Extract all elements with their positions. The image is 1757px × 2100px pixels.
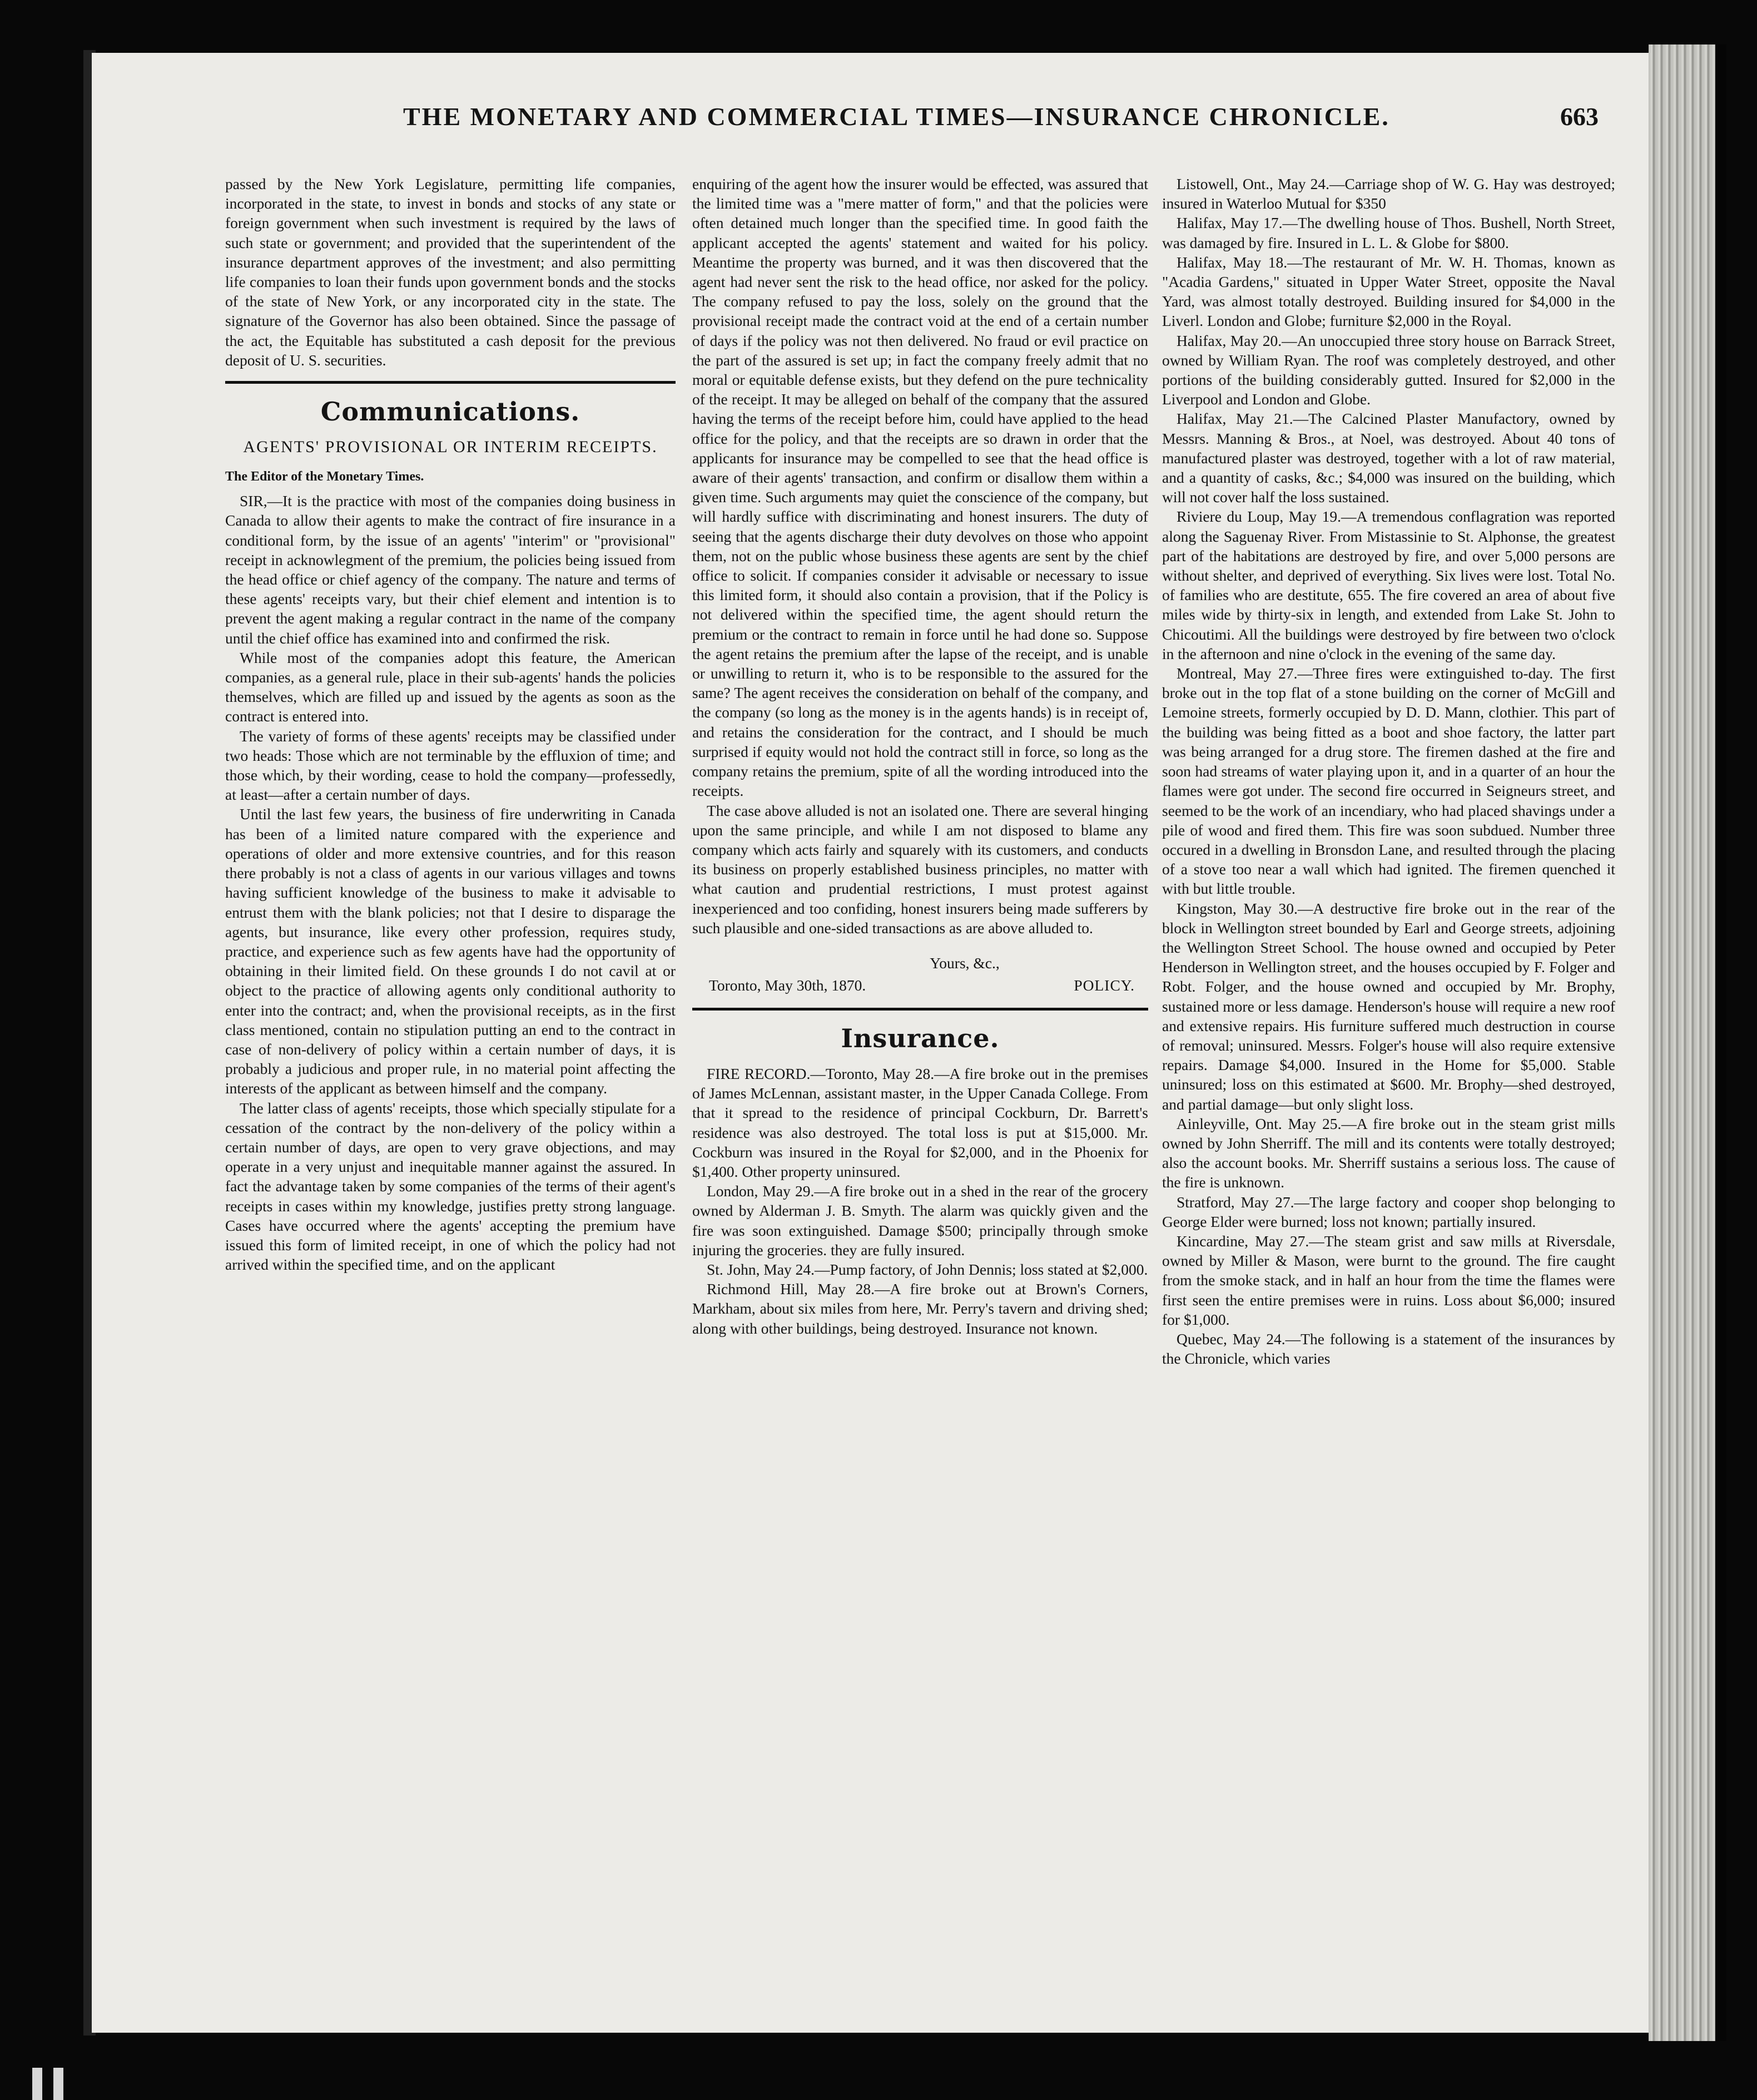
column-2 [692, 174, 1148, 1338]
column-1 [225, 174, 676, 1274]
paragraph: passed by the New York Legislature, permitting life companies, incorporated in the state, to invest in bonds and stocks of any state or foreign government when such investment is required by the laws of such state or government; and provided that the superintendent of the insurance department approves of the investment; and also permitting life companies to loan their funds upon government bonds and the stocks of the state of New York, or any incorporated city in the state. The signature of the Governor has also been obtained. Since the passage of the act, the Equitable has substituted a cash deposit for the previous deposit of U. S. securities. [225, 175, 676, 369]
section-divider [692, 1008, 1148, 1011]
paragraph: The variety of forms of these agents' receipts may be classified under two heads: Those which are not terminable by the effluxion of time; and those which, by their wording, cease to hold the company—professedly, at least—after a certain number of days. [225, 727, 676, 804]
paragraph: Listowell, Ont., May 24.—Carriage shop of W. G. Hay was destroyed; insured in Waterloo Mutual for $350 [1162, 175, 1615, 212]
paragraph: Quebec, May 24.—The following is a statement of the insurances by the Chronicle, which varies [1162, 1330, 1615, 1368]
paragraph: Halifax, May 18.—The restaurant of Mr. W. H. Thomas, known as "Acadia Gardens," situated in Upper Water Street, opposite the Naval Yard, was almost totally destroyed. Building insured for $4,000 in the Liverl. London and Globe; furniture $2,000 in the Royal. [1162, 253, 1615, 330]
paragraph: SIR,—It is the practice with most of the companies doing business in Canada to allow their agents to make the contract of fire insurance in a conditional form, by the issue of an agents' "interim" or "provisional" receipt in acknowlegment of the premium, the policies being issued from the head office or chief agency of the company. The nature and terms of these agents' receipts vary, but their chief element and intention is to prevent the agent making a regular contract in the name of the company until the chief office has examined into and confirmed the risk. [225, 492, 676, 647]
paragraph: Ainleyville, Ont. May 25.—A fire broke out in the steam grist mills owned by John Sherriff. The mill and its contents were totally destroyed; also the account books. Mr. Sherriff sustains a serious loss. The cause of the fire is unknown. [1162, 1115, 1615, 1191]
article-title: AGENTS' PROVISIONAL OR INTERIM RECEIPTS. [243, 438, 658, 457]
masthead-title: THE MONETARY AND COMMERCIAL TIMES—INSURANCE CHRONICLE. [403, 102, 1390, 131]
paragraph: Richmond Hill, May 28.—A fire broke out at Brown's Corners, Markham, about six miles from here, Mr. Perry's tavern and driving shed; along with other buildings, being destroyed. Insurance not known. [692, 1280, 1148, 1337]
page-number: 663 [1560, 102, 1599, 131]
signature: POLICY. [1074, 976, 1135, 994]
film-mark [32, 2068, 42, 2100]
paragraph: London, May 29.—A fire broke out in a shed in the rear of the grocery owned by Alderman J. B. Smyth. The alarm was quickly given and the fire was soon extinguished. Damage $500; principally through smoke injuring the groceries. they are fully insured. [692, 1182, 1148, 1259]
column-3 [1162, 174, 1615, 1368]
section-title-communications: Communications. [320, 397, 580, 427]
paragraph: Halifax, May 17.—The dwelling house of Thos. Bushell, North Street, was damaged by fire. Insured in L. L. & Globe for $800. [1162, 214, 1615, 251]
letter-signoff [692, 952, 1148, 997]
page-edges [1649, 44, 1726, 2041]
paragraph: Kingston, May 30.—A destructive fire broke out in the rear of the block in Wellington street bounded by Earl and George streets, adjoining the Wellington Street School. The house owned and occupied by Peter Henderson in Wellington street, and the houses occupied by F. Folger and Robt. Folger, and the house owned and occupied by Mr. Brophy, sustained more or less damage. Henderson's house will require a new roof and extensive repairs. His furniture suffered much destruction in course of removal; uninsured. Messrs. Folger's house will also require extensive repairs. Damage $4,000. Insured in the Home for $5,000. Stable uninsured; loss on this estimated at $600. Mr. Brophy—shed destroyed, and partial damage—but only slight loss. [1162, 899, 1615, 1113]
paragraph: St. John, May 24.—Pump factory, of John Dennis; loss stated at $2,000. [707, 1260, 1148, 1278]
paragraph: Montreal, May 27.—Three fires were extinguished to-day. The first broke out in the top flat of a stone building on the corner of McGill and Lemoine streets, formerly occupied by D. D. Mann, clothier. This part of the building was being fitted as a boot and shoe factory, the latter part was being arranged for a drug store. The firemen dashed at the fire and soon had streams of water playing upon it, and in a quarter of an hour the flames were got under. The second fire occurred in Seigneurs street, and seemed to be the work of an incendiary, who had placed shavings under a pile of wood and fired them. This fire was soon subdued. Number three occured in a dwelling in Bronsdon Lane, and resulted through the placing of a stove too near a wall which had ignited. The firemen quenched it with but little trouble. [1162, 665, 1615, 898]
section-title-insurance: Insurance. [841, 1023, 1000, 1053]
paragraph: While most of the companies adopt this feature, the American companies, as a general rule, place in their sub-agents' hands the policies themselves, which are filled up and issued by the agents as soon as the contract is entered into. [225, 648, 676, 725]
paragraph: enquiring of the agent how the insurer would be effected, was assured that the limited time was a "mere matter of form," and that the policies were often detained much longer than the specified time. In good faith the applicant accepted the agents' statement and waited for his policy. Meantime the property was burned, and it was then discovered that the agent had never sent the risk to the head office, nor asked for the policy. The company refused to pay the loss, solely on the ground that the provisional receipt made the contract void at the end of a certain number of days if the policy was not then delivered. No fraud or evil practice on the part of the assured is set up; in fact the company freely admit that no moral or equitable defense exists, but they defend on the pure technicality of the receipt. It may be alleged on behalf of the company that the assured having the terms of the receipt before him, could have applied to the head office for the policy, and that the receipts are so drawn in order that the applicants for insurance may be compelled to see that the head office is aware of their agents' transaction, and confirm or disallow them within a given time. Such arguments may quiet the conscience of the company, but will hardly suffice with discriminating and honest insurers. The duty of seeing that the agents discharge their duty devolves on those who appoint them, not on the public whose business these agents are sent by the chief office to solicit. If companies consider it advisable or necessary to issue this limited form, it should also contain a provision, that if the Policy is not delivered within the specified time, the agent should return the premium or the contract to remain in force until he had done so. Suppose the agent retains the premium after the lapse of the receipt, and is unable or unwilling to return it, who is to be responsible to the assured for the same? The agent receives the consideration on behalf of the company, and the company (so long as the money is in the agents hands) is in receipt of, and retains the consideration for the contract, and I should be much surprised if equity would not hold the contract still in force, so long as the company retains the premium, spite of all the wording introduced into the receipts. [692, 175, 1148, 800]
paragraph: Until the last few years, the business of fire underwriting in Canada has been of a limited nature compared with the experience and operations of older and more extensive countries, and for this reason there probably is not a class of agents in our various villages and towns having sufficient knowledge of the business to make it advisable to entrust them with the blank policies; not that I desire to disparage the agents, but insurance, like every other profession, requires study, practice, and experience such as few agents have had the opportunity of obtaining in their limited field. On these grounds I do not cavil at or object to the practice of allowing agents only conditional authority to enter into the contract; and, when the provisional receipts, as in the first class mentioned, contain no stipulation putting an end to the contract in case of non-delivery of policy within a certain number of days, it is probably a judicious and proper rule, in no material point affecting the interests of the applicant as between himself and the company. [225, 805, 676, 1097]
newspaper-page [92, 53, 1649, 2033]
film-mark [53, 2068, 63, 2100]
paragraph: The latter class of agents' receipts, those which specially stipulate for a cessation of the contract by the non-delivery of the policy within a certain number of days, are open to very grave objections, and may operate in a very unjust and inequitable manner against the assured. In fact the advantage taken by some companies of the terms of their agent's receipts in cases within my knowledge, justifies pretty strong language. Cases have occurred where the agents' accepting the premium have issued this form of limited receipt, in one of which the policy had not arrived within the specified time, and on the applicant [225, 1099, 676, 1274]
paragraph: FIRE RECORD.—Toronto, May 28.—A fire broke out in the premises of James McLennan, assistant master, in the Upper Canada College. From that it spread to the residence of principal Cockburn, Dr. Barrett's residence was also destroyed. The total loss is put at $15,000. Mr. Cockburn was insured in the Royal for $2,000, and in the Phoenix for $1,400. Other property uninsured. [692, 1064, 1148, 1180]
masthead [92, 102, 1649, 152]
closing: Yours, &c., [930, 954, 1000, 972]
paragraph: The case above alluded is not an isolated one. There are several hinging upon the same principle, and while I am not disposed to blame any company which acts fairly and squarely with its customers, and conducts its business on properly established business principles, no matter with what caution and prudential restrictions, I must protest against inexperienced and too confiding, honest insurers being made sufferers by such plausible and one-sided transactions as are above alluded to. [692, 801, 1148, 937]
paragraph: Kincardine, May 27.—The steam grist and saw mills at Riversdale, owned by Miller & Mason, were burnt to the ground. The fire caught from the smoke stack, and in half an hour from the time the flames were first seen the entire premises were in ruins. Loss about $6,000; insured for $1,000. [1162, 1232, 1615, 1328]
paragraph: Halifax, May 21.—The Calcined Plaster Manufactory, owned by Messrs. Manning & Bros., at Noel, was destroyed. About 40 tons of manufactured plaster was destroyed, together with a lot of raw material, and a quantity of casks, &c.; $4,000 was insured on the building, which will not cover half the loss sustained. [1162, 410, 1615, 506]
paragraph: Stratford, May 27.—The large factory and cooper shop belonging to George Elder were burned; loss not known; partially insured. [1162, 1193, 1615, 1230]
paragraph: Halifax, May 20.—An unoccupied three story house on Barrack Street, owned by William Ryan. The roof was completely destroyed, and other portions of the building considerably gutted. Insured for $2,000 in the Liverpool and London and Globe. [1162, 331, 1615, 408]
place-date: Toronto, May 30th, 1870. [709, 976, 866, 994]
paragraph: Riviere du Loup, May 19.—A tremendous conflagration was reported along the Saguenay River. From Mistassinie to St. Alphonse, the greatest part of the habitations are destroyed by fire, and over 5,000 persons are without shelter, and deprived of everything. Six lives were lost. Total No. of families who are destitute, 655. The fire covered an area of about five miles wide by thirty-six in length, and extended from Lake St. John to Chicoutimi. All the buildings were destroyed by fire between two o'clock in the afternoon and nine o'clock in the evening of the same day. [1162, 508, 1615, 662]
salutation: The Editor of the Monetary Times. [225, 469, 424, 484]
section-divider [225, 381, 676, 384]
